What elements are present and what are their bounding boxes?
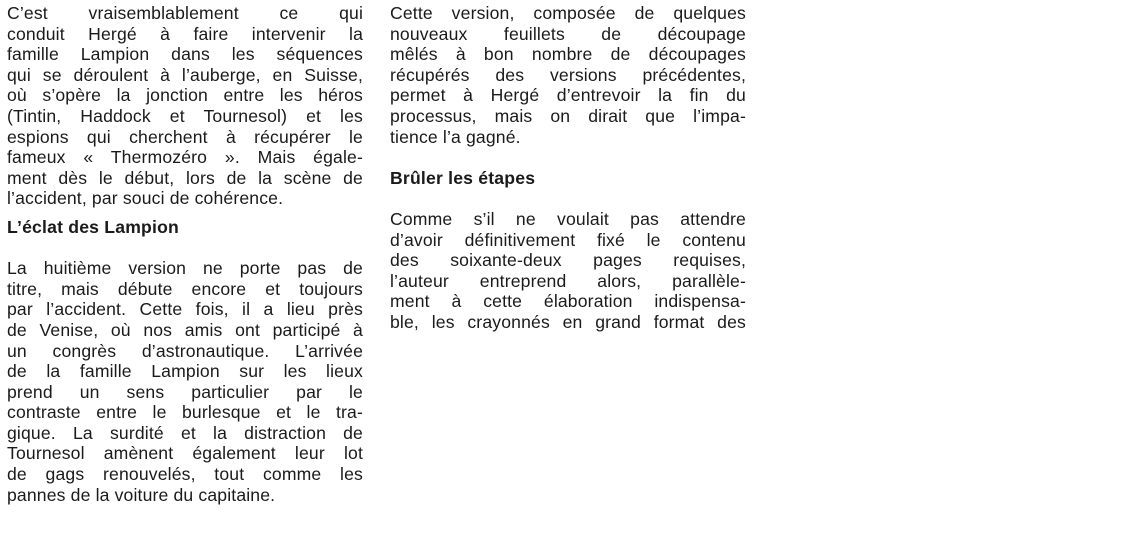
text-line: de la famille Lampion sur les lieux xyxy=(7,361,363,382)
text-line: mêlés à bon nombre de découpages xyxy=(390,44,746,65)
section-heading-bruler: Brûler les étapes xyxy=(390,167,536,188)
text-line: ment à cette élaboration indispensa- xyxy=(390,291,746,312)
text-line: (Tintin, Haddock et Tournesol) et les xyxy=(7,105,363,126)
text-line: de gags renouvelés, tout comme les xyxy=(7,464,363,485)
text-line: l’auteur entreprend alors, parallèle- xyxy=(390,270,746,291)
left-paragraph-1 xyxy=(7,3,363,209)
text-line: par l’accident. Cette fois, il a lieu près xyxy=(7,299,363,320)
right-paragraph-1 xyxy=(390,3,746,147)
text-line: permet à Hergé d’entrevoir la fin du xyxy=(390,85,746,106)
text-line: nouveaux feuillets de découpage xyxy=(390,23,746,44)
text-line: de Venise, où nos amis ont participé à xyxy=(7,319,363,340)
text-line: Cette version, composée de quelques xyxy=(390,3,746,23)
text-line: Tournesol amènent également leur lot xyxy=(7,443,363,464)
text-line: des soixante-deux pages requises, xyxy=(390,250,746,271)
right-column xyxy=(390,3,746,333)
text-line: l’accident, par souci de cohérence. xyxy=(7,188,284,209)
text-line: fameux « Thermozéro ». Mais égale- xyxy=(7,147,363,168)
text-line: un congrès d’astronautique. L’arrivée xyxy=(7,340,363,361)
text-line: espions qui cherchent à récupérer le xyxy=(7,126,363,147)
text-line: C’est vraisemblablement ce qui xyxy=(7,3,363,23)
text-line: famille Lampion dans les séquences xyxy=(7,44,363,65)
text-line: contraste entre le burlesque et le tra- xyxy=(7,402,363,423)
text-line: où s’opère la jonction entre les héros xyxy=(7,85,363,106)
right-paragraph-2 xyxy=(390,209,746,333)
text-line: Comme s’il ne voulait pas attendre xyxy=(390,208,746,229)
left-paragraph-2 xyxy=(7,258,363,505)
text-line: conduit Hergé à faire intervenir la xyxy=(7,23,363,44)
text-line: titre, mais débute encore et toujours xyxy=(7,278,363,299)
text-line: ment dès le début, lors de la scène de xyxy=(7,167,363,188)
text-line: tience l’a gagné. xyxy=(390,126,521,147)
text-line: d’avoir définitivement fixé le contenu xyxy=(390,229,746,250)
text-line: gique. La surdité et la distraction de xyxy=(7,422,363,443)
left-column xyxy=(7,3,363,505)
text-line: prend un sens particulier par le xyxy=(7,381,363,402)
section-heading-eclat: L’éclat des Lampion xyxy=(7,216,179,237)
text-line: qui se déroulent à l’auberge, en Suisse, xyxy=(7,64,363,85)
text-line: La huitième version ne porte pas de xyxy=(7,258,363,279)
text-line: récupérés des versions précédentes, xyxy=(390,64,746,85)
text-line: processus, mais on dirait que l’impa- xyxy=(390,105,746,126)
text-line: pannes de la voiture du capitaine. xyxy=(7,484,276,505)
text-line: ble, les crayonnés en grand format des xyxy=(390,311,746,332)
